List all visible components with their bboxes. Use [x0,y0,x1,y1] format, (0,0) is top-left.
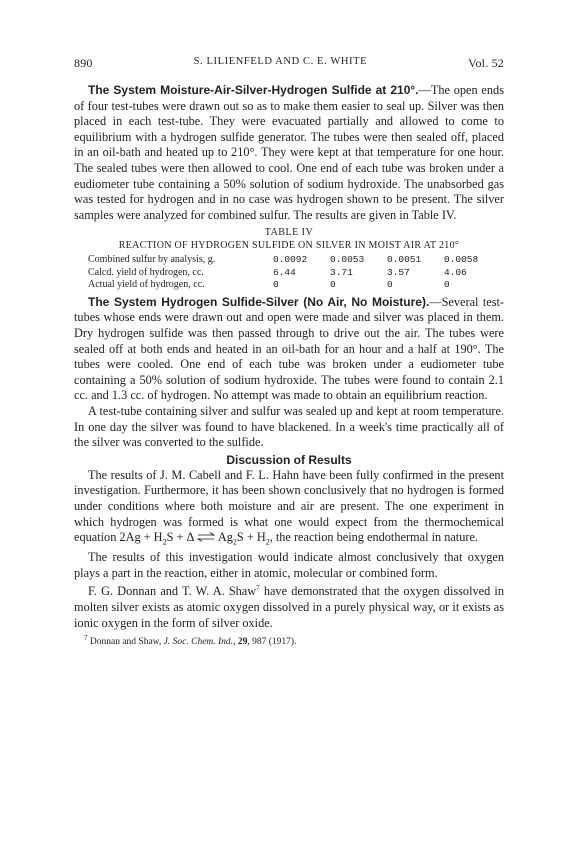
table-cell: 6.44 [273,266,296,278]
equilibrium-arrows-icon [197,532,215,542]
table-cell: 0 [273,279,279,291]
table-row [78,279,501,292]
running-header [74,56,504,71]
journal-name: J. Soc. Chem. Ind. [163,637,234,648]
page [74,56,504,648]
section2-paragraph [74,295,504,404]
text-run: The results of J. M. Cabell and F. L. Hahn have been fully confirmed in the present investigation. Furthermore, it has been shown conclusively that no hydrogen is formed under conditions where both moisture and air are present. The one experiment in which hydrogen was formed is what one would expect from the thermochemical equation 2Ag + H [74,467,504,545]
footnote-number: 7 [84,634,88,643]
section1-paragraph [74,83,504,223]
section2-heading: The System Hydrogen Sulfide-Silver (No Air, No Moisture). [88,294,430,309]
table-cell: 0.0051 [387,254,422,266]
discussion-heading: Discussion of Results [226,452,352,467]
text-run: Donnan and Shaw, [87,637,164,648]
subscript: 2 [232,537,237,547]
running-authors: S. LILIENFELD AND C. E. WHITE [193,56,368,67]
table-cell: 0.0053 [330,254,365,266]
text-run: S + Δ [166,530,197,545]
text-run: Ag [214,530,233,545]
table-cell: 0 [387,279,393,291]
table-caption: TABLE IV [264,227,314,239]
table-title: REACTION OF HYDROGEN SULFIDE ON SILVER IN MOIST AIR AT 210° [118,240,460,252]
table-row [78,267,501,280]
footnote: $^7$ Donnan and Shaw, J. Soc. Chem. Ind., 29, 987 (1917). [84,634,297,648]
discussion-paragraph-3 [74,581,504,631]
discussion-paragraph-2: The results of this investigation would indicate almost conclusively that oxygen plays a part in the reaction, either in atomic, molecular or combined form. [74,550,504,580]
row-label: Calcd. yield of hydrogen, cc. [88,266,204,278]
discussion-paragraph-1 [74,468,504,550]
text-run: , 987 (1917). [247,637,297,648]
table-row [78,254,501,267]
row-label: Combined sulfur by analysis, g. [88,254,216,266]
table-cell: 0 [444,279,450,291]
subscript: 2 [265,537,270,547]
text-run: , the reaction being endothermal in nature. [269,530,479,545]
table-cell: 0 [330,279,336,291]
table-cell: 0.0092 [273,254,308,266]
text-run: S + H [236,530,266,545]
row-label: Actual yield of hydrogen, cc. [88,279,205,291]
table-cell: 3.57 [387,266,410,278]
section1-heading: The System Moisture-Air-Silver-Hydrogen Sulfide at 210°. [88,83,419,97]
text-run: F. G. Donnan and T. W. A. Shaw [88,584,257,599]
table-cell: 3.71 [330,266,353,278]
section2-text: —Several test-tubes whose ends were drawn out and open were made and silver was placed in them. Dry hydrogen sulfide was then passed through to drive out the air. The tubes were sealed off at both ends and heated in an oil-bath for an hour and a half at 190°. The tubes were cooled. One end of each tube was broken under a eudiometer tube containing a 50% solution of sodium hydroxide. The tubes were found to contain 2.1 cc. and 1.3 cc. of hydrogen. No attempt was made to obtain an equilibrium reaction. [74,294,504,403]
table-cell: 0.0058 [444,254,479,266]
results-table [78,254,501,292]
text-run: have demonstrated that the oxygen dissolved in molten silver exists as atomic oxygen dissolved in a purely physical way, or it exists as ionic oxygen in the form of silver oxide. [74,584,504,630]
subscript: 2 [162,537,167,547]
page-number: 890 [74,56,93,70]
footnote-ref[interactable]: 7 [256,584,260,593]
journal-volume: 29 [237,637,248,648]
para3: A test-tube containing silver and sulfur was sealed up and kept at room temperature. In one day the silver was found to have blackened. In a week's time practically all of the silver was converted to the sulfide. [74,404,504,450]
volume-number: Vol. 52 [468,56,504,70]
section1-text: —The open ends of four test-tubes were drawn out so as to make them easier to seal up. Silver was then placed in each test-tube. They were evacuated partially and allowed to come to equilibrium with a hydrogen sulfide generator. The tubes were then sealed off, placed in an oil-bath and heated up to 210°. They were kept at that temperature for one hour. The sealed tubes were then allowed to cool. One end of each tube was broken under a eudiometer tube containing a 50% solution of sodium hydroxide. The unabsorbed gas was tested for hydrogen and in no case was hydrogen shown to be present. The silver samples were analyzed for combined sulfur. The results are given in Table IV. [74,83,504,222]
table-cell: 4.06 [444,266,467,278]
